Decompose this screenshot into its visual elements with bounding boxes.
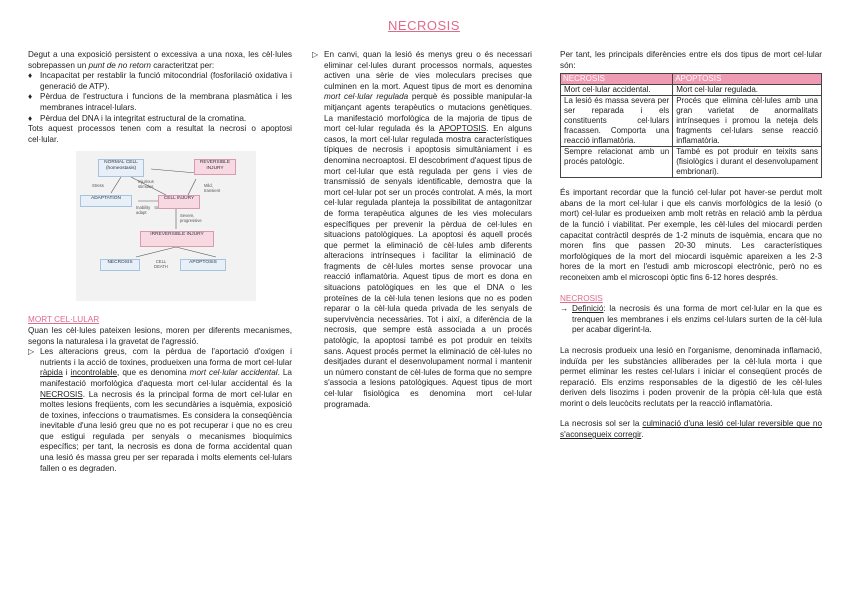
arrow-paragraph-text: [324, 50, 532, 410]
adaptation-box: ADAPTATION: [80, 195, 132, 207]
bullet-item: [28, 71, 292, 92]
arrow-bullet-icon: ▷: [312, 50, 319, 59]
text-run: : la necrosis és una forma de mort cel·lular en la que es trenquen les membranes i els enzims cel·lulars surten de la cèl·lula per acabar digerint-la.: [572, 304, 822, 335]
underlined-text: incontrolable: [70, 368, 118, 378]
text-run: perquè és possible manipular-la mitjançant agents terapèutics o mutacions genètiques. La manifestació morfològica de la majoria de tipus de mort cel·lular regulada és la: [324, 92, 532, 134]
comparison-intro: Per tant, les principals diferències entre els dos tipus de mort cel·lular són:: [560, 50, 822, 70]
text-run: . La manifestació morfològica d'aquesta mort cel·lular accidental és la: [40, 368, 292, 388]
table-cell: La lesió és massa severa per ser reparada i els constituents cel·lulars fracassen. Comporta una reacció inflamatòria.: [561, 96, 673, 147]
function-loss-paragraph: És important recordar que la funció cel·lular pot haver-se perdut molt abans de la mort cel·lular i que els canvis morfològics de la lesió (o mort) cel·lular es produeixen amb molt retràs en relació amb la pèrdua de la funció i viabilitat. Per exemple, les cèl·lules del miocardi perden capacitat contràctil després de 1-2 minuts de isquèmia, encara que no moren fins que passen 20-30 minuts. Les característiques morfològiques de la mort del miocardi isquèmic apareixen a les 2-3 hores de la mort en l'estudi amb microscopi electrònic, però no es reconeixen amb el microscopi òptic fins 6-12 hores després.: [560, 188, 822, 282]
text-run: i: [62, 368, 71, 378]
underlined-text: APOPTOSIS: [439, 124, 487, 134]
right-arrow-icon: →: [560, 304, 569, 314]
table-row: [561, 85, 822, 96]
necrosis-box: NECROSIS: [100, 259, 140, 271]
after-bullets-text: Tots aquest processos tenen com a resultat la necrosi o apoptosi cel·lular.: [28, 124, 292, 144]
cell-injury-diagram: [76, 151, 256, 301]
diamond-bullet-icon: ♦: [28, 92, 33, 102]
definition-text: [572, 304, 822, 336]
injurious-stimulus-label: Injurious stimulus: [138, 179, 154, 190]
intro-paragraph: [28, 50, 292, 71]
table-header-row: [561, 74, 822, 85]
column-2: [312, 50, 532, 410]
bullet-text: Incapacitat per restablir la funció mitocondrial (fosforilació oxidativa i generació de ATP).: [40, 71, 292, 91]
definition-item: [560, 304, 822, 336]
intro-italic: punt de no retorn: [88, 60, 151, 70]
culmination-paragraph: [560, 419, 822, 440]
inability-label: Inability to adapt: [136, 205, 158, 216]
arrow-paragraph: [312, 50, 532, 410]
arrow-paragraph: [28, 347, 292, 474]
mort-cellular-intro: Quan les cèl·lules pateixen lesions, moren per diferents mecanismes, segons la naturalesa i la gravetat de l'agressió.: [28, 325, 292, 346]
table-header-apoptosis: APOPTOSIS: [673, 74, 822, 85]
definition-label: Definició: [572, 304, 604, 314]
underlined-text: culminació d'una lesió cel·lular reversible que no s'aconsegueix corregir: [560, 419, 822, 440]
arrow-bullet-icon: ▷: [28, 347, 35, 357]
text-run: , que es denomina: [117, 368, 190, 378]
spacer: [560, 409, 822, 419]
table-cell: Mort cel·lular accidental.: [561, 85, 673, 96]
text-run: Les alteracions greus, com la pèrdua de l'aportació d'oxigen i nutrients i la acció de toxines, produeixen una forma de mort cel·lular: [40, 347, 292, 367]
table-cell: També es pot produir en teixits sans (fisiològics i durant el desenvolupament embrionari).: [673, 147, 822, 178]
table-cell: Procés que elimina cèl·lules amb una gran varietat de anormalitats intrínseques i promou la neteja dels fragments cel·lulars sense reacció inflamatòria.: [673, 96, 822, 147]
inflammation-paragraph: La necrosis produeix una lesió en l'organisme, denominada inflamació, induïda per les substàncies alliberades per la cèl·lula morta i que permet eliminar les restes cel·lulars i iniciar el conseqüent procés de reparació. Els enzims responsables de la digestió de les cèl·lules deriven dels lisozims i poden provenir de la pròpia cèl·lula que està morint o dels leucòcits reclutats per la reacció inflamatòria.: [560, 345, 822, 408]
text-run: La necrosis sol ser la: [560, 419, 643, 429]
severe-label: Severe, progressive: [180, 213, 202, 224]
underlined-text: ràpida: [40, 368, 63, 378]
text-run: . En alguns casos, la mort cel·lular regulada mostra característiques típiques de necrosis i apoptosis simultàniament i es denomina necroaptosi. El descobriment d'aquest tipus de mort cel·lular que està regulada per gens i vies de transmissió de senyals identificable, demostra que la mort cel·lular pot ser un procés controlat. A més, la mort cel·lular regulada planteja la possibilitat de antagonitzar de forma terapèutica algunes de les vies moleculars específiques per prevenir la pèrdua de cel·lules en situacions patològiques. La apoptosi és aquell procés que permet la eliminació de cèl·lules amb diferents alteracions intrínseques i facilitar la eliminació de fragments de cèl·lules mortes sense provocar una reacció inflamatòria. Aquest tipus de mort es dona en situacions patològiques en les que el DNA o les proteïnes de la cèl·lula tenen lesions que no es poden reparar o la cèl·lula queda privada de les senyals de supervivència necessàries. Tot i així, a diferència de la necrosis, que sempre està associada a un procés patològic, la apoptosi també es pot produir en teixits sans. Aquest procés permet la eliminació de cèl·lules no desitjades durant el desenvolupament normal i mantenir un número constant de cèl·lules de forma que no sempre s'associa a lesions patològiques. Aquest tipus de mort cel·lular fisiològica es denomina mort cel·lular programada.: [324, 124, 532, 409]
mild-transient-label: Mild, transient: [204, 183, 221, 194]
diamond-bullet-icon: ♦: [28, 71, 33, 81]
irreversible-injury-box: IRREVERSIBLE INJURY: [140, 231, 214, 247]
italic-text: mort cel·lular accidental: [189, 368, 278, 378]
bullet-item: [28, 92, 292, 113]
intro-end: caracteritzat per:: [150, 60, 215, 70]
spacer: [560, 336, 822, 346]
bullet-text: Pèrdua del DNA i la integritat estructural de la cromatina.: [40, 113, 247, 123]
diamond-bullet-icon: ♦: [28, 113, 33, 123]
table-row: [561, 147, 822, 178]
page-title: NECROSIS: [388, 18, 460, 33]
apoptosis-box: APOPTOSIS: [180, 259, 226, 271]
text-run: . La necrosis és la principal forma de mort cel·lular en moltes lesions freqüents, com les secundàries a isquèmia, exposició de toxines, infeccions o traumatismes. Es considera la conseqüència inevitable d'una lesió greu que no es pot recuperar i que no es creu que estigui regulada per senyals o mecanismes bioquímics específics; per tant, la necrosis es dona de forma accidental quan una lesió és massa greu per ser reparada i molts elements cel·lulars fallen o es degraden.: [40, 389, 292, 473]
italic-text: mort cel·lular regulada: [324, 92, 409, 102]
bullet-text: Pèrdua de l'estructura i funcions de la membrana plasmàtica i les membranes intracel·lulars.: [40, 92, 292, 112]
text-run: .: [641, 430, 644, 440]
text-run: En canvi, quan la lesió és menys greu o és necessari eliminar cel·lules durant processos normals, aquestes activen una sèrie de vies moleculars precises que culminen en la mort. Aquest tipus de mort es denomina: [324, 50, 532, 91]
spacer: [560, 178, 822, 188]
stress-label: Stress: [92, 183, 104, 189]
normal-cell-box: NORMAL CELL (homeostasis): [98, 159, 144, 177]
comparison-table: [560, 73, 822, 178]
underlined-text: NECROSIS: [40, 389, 83, 399]
section-heading-mort-cellular: MORT CEL·LULAR: [28, 315, 100, 325]
intro-text: Degut a una exposició persistent o excessiva a una noxa, les cèl·lules sobrepassen un: [28, 50, 292, 70]
table-header-necrosis: NECROSIS: [561, 74, 673, 85]
cell-death-label: CELL DEATH: [154, 259, 168, 270]
column-3: [560, 50, 822, 441]
section-heading-necrosis: NECROSIS: [560, 293, 603, 303]
bullet-item: [28, 114, 292, 125]
column-1: [28, 50, 292, 474]
table-row: [561, 96, 822, 147]
table-cell: Mort cel·lular regulada.: [673, 85, 822, 96]
table-cell: Sempre relacionat amb un procés patològic.: [561, 147, 673, 178]
reversible-injury-box: REVERSIBLE INJURY: [194, 159, 236, 175]
cell-injury-box: CELL INJURY: [158, 195, 200, 209]
arrow-paragraph-text: [40, 347, 292, 474]
